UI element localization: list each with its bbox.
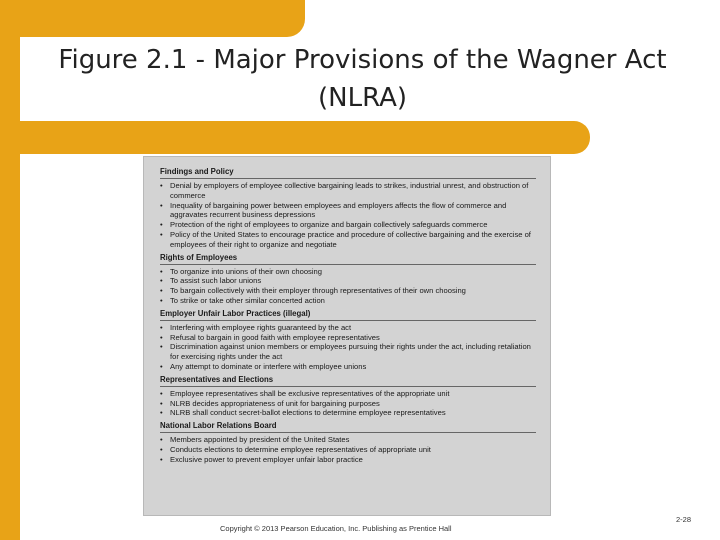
provision-list bbox=[160, 323, 536, 372]
provision-item bbox=[160, 181, 536, 201]
provision-item bbox=[160, 445, 536, 455]
provision-item bbox=[160, 389, 536, 399]
provision-list bbox=[160, 435, 536, 464]
accent-bar-left bbox=[0, 0, 20, 540]
provision-text: To strike or take other similar concerted action bbox=[170, 295, 325, 305]
provision-text: Members appointed by president of the United States bbox=[170, 435, 350, 445]
bullet-icon: • bbox=[160, 454, 163, 464]
provision-text: Policy of the United States to encourage practice and procedure of collective bargaining and the exercise of employees of their right to organize and negotiate bbox=[170, 229, 531, 249]
page-number: 2-28 bbox=[676, 515, 692, 524]
bullet-icon: • bbox=[160, 398, 163, 408]
bullet-icon: • bbox=[160, 408, 163, 418]
bullet-icon: • bbox=[160, 229, 163, 239]
provision-item bbox=[160, 286, 536, 296]
section-divider bbox=[160, 178, 536, 179]
section-heading: Findings and Policy bbox=[160, 167, 234, 176]
title-area bbox=[40, 38, 685, 120]
bullet-icon: • bbox=[160, 276, 163, 286]
provision-item bbox=[160, 362, 536, 372]
provision-text: Employee representatives shall be exclusive representatives of the appropriate unit bbox=[170, 388, 450, 398]
provision-text: Refusal to bargain in good faith with employee representatives bbox=[170, 332, 380, 342]
provision-item bbox=[160, 399, 536, 409]
provision-text: NLRB decides appropriateness of unit for bargaining purposes bbox=[170, 398, 380, 408]
section-heading: Rights of Employees bbox=[160, 252, 238, 262]
provisions-figure bbox=[143, 156, 551, 516]
provision-text: NLRB shall conduct secret-ballot elections to determine employee representatives bbox=[170, 408, 446, 418]
provision-text: Any attempt to dominate or interfere with employee unions bbox=[170, 361, 367, 371]
copyright-footer: Copyright © 2013 Pearson Education, Inc. Publishing as Prentice Hall bbox=[220, 524, 452, 533]
provision-item bbox=[160, 296, 536, 306]
bullet-icon: • bbox=[160, 286, 163, 296]
accent-bar-top bbox=[0, 0, 305, 37]
provision-list bbox=[160, 389, 536, 418]
provision-item bbox=[160, 342, 536, 362]
provision-text: Conducts elections to determine employee representatives of appropriate unit bbox=[170, 444, 431, 454]
section-divider bbox=[160, 264, 536, 265]
provision-text: Denial by employers of employee collective bargaining leads to strikes, industrial unrest, and obstruction of commerce bbox=[170, 181, 529, 200]
provision-item bbox=[160, 408, 536, 418]
provision-item bbox=[160, 435, 536, 445]
provision-item bbox=[160, 201, 536, 221]
provision-item bbox=[160, 267, 536, 277]
section-heading: National Labor Relations Board bbox=[160, 421, 277, 431]
provision-text: To organize into unions of their own choosing bbox=[170, 266, 322, 276]
provision-text: To bargain collectively with their employer through representatives of their own choosing bbox=[170, 286, 466, 296]
section-heading: Representatives and Elections bbox=[160, 374, 274, 384]
provision-text: To assist such labor unions bbox=[170, 276, 262, 286]
bullet-icon: • bbox=[160, 342, 163, 352]
section-heading: Employer Unfair Labor Practices (illegal) bbox=[160, 308, 311, 318]
provision-item bbox=[160, 220, 536, 230]
bullet-icon: • bbox=[160, 181, 163, 190]
section-divider bbox=[160, 320, 536, 321]
provision-item bbox=[160, 455, 536, 465]
slide-title: Figure 2.1 - Major Provisions of the Wagner Act (NLRA) bbox=[58, 45, 667, 113]
bullet-icon: • bbox=[160, 444, 163, 454]
section-divider bbox=[160, 386, 536, 387]
bullet-icon: • bbox=[160, 266, 163, 276]
bullet-icon: • bbox=[160, 295, 163, 305]
provision-text: Protection of the right of employees to organize and bargain collectively safeguards commerce bbox=[170, 220, 488, 230]
provision-item bbox=[160, 276, 536, 286]
provision-text: Inequality of bargaining power between employees and employers affects the flow of commerce and aggravates recurrent business depressions bbox=[170, 200, 507, 220]
bullet-icon: • bbox=[160, 220, 163, 230]
bullet-icon: • bbox=[160, 332, 163, 342]
provision-item bbox=[160, 323, 536, 333]
provision-list bbox=[160, 181, 536, 250]
bullet-icon: • bbox=[160, 388, 163, 398]
section-divider bbox=[160, 432, 536, 433]
provision-list bbox=[160, 267, 536, 306]
provision-item bbox=[160, 230, 536, 250]
bullet-icon: • bbox=[160, 361, 163, 371]
accent-bar-middle bbox=[0, 121, 590, 154]
provision-text: Exclusive power to prevent employer unfair labor practice bbox=[170, 454, 363, 464]
provision-text: Interfering with employee rights guaranteed by the act bbox=[170, 322, 352, 332]
bullet-icon: • bbox=[160, 435, 163, 445]
provision-text: Discrimination against union members or employees pursuing their rights under the act, including retaliation for exercising rights under the act bbox=[170, 342, 531, 362]
bullet-icon: • bbox=[160, 200, 163, 210]
provision-item bbox=[160, 333, 536, 343]
bullet-icon: • bbox=[160, 322, 163, 332]
